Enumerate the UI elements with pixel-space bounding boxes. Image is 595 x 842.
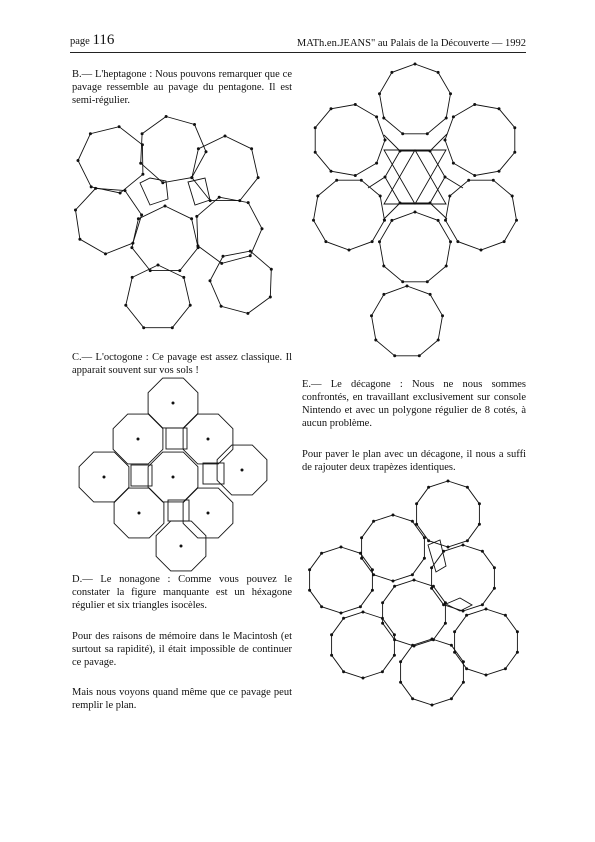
vertex-dot [411, 644, 414, 647]
running-title: MATh.en.JEANS" au Palais de la Découverte — 1992 [296, 38, 526, 49]
vertex-dot [320, 552, 323, 555]
vertex-dot [195, 215, 198, 218]
decagon-solution-paragraph: Pour paver le plan avec un décagone, il nous a suffi de rajouter deux trapèzes identiques. [302, 449, 526, 473]
vertex-dot [452, 115, 455, 118]
vertex-dot [354, 103, 357, 106]
vertex-dot [473, 103, 476, 106]
octagon-paragraph: C.— L'octogone : Ce pavage est assez classique. Il apparait souvent sur vos sols ! [72, 352, 292, 376]
vertex-dot [399, 660, 402, 663]
vertex-dot [411, 520, 414, 523]
vertex-dot [401, 132, 404, 135]
vertex-dot [74, 209, 77, 212]
central-hexagon [385, 151, 445, 203]
vertex-dot [371, 568, 374, 571]
vertex-dot [207, 512, 210, 515]
square-tile [168, 500, 189, 521]
vertex-dot [316, 195, 319, 198]
nonagon-tile [380, 64, 451, 134]
vertex-dot [118, 125, 121, 128]
vertex-dot [157, 264, 160, 267]
vertex-dot [466, 486, 469, 489]
vertex-dot [393, 585, 396, 588]
vertex-dot [462, 660, 465, 663]
vertex-dot [371, 589, 374, 592]
vertex-dot [218, 196, 221, 199]
vertex-dot [456, 240, 459, 243]
heptagon-tile [126, 265, 190, 328]
vertex-dot [190, 176, 193, 179]
vertex-dot [138, 512, 141, 515]
vertex-dot [330, 107, 333, 110]
vertex-dot [485, 608, 488, 611]
nonagon-tile [380, 212, 451, 282]
vertex-dot [392, 580, 395, 583]
vertex-dot [449, 240, 452, 243]
octagon-tiling-figure [79, 378, 267, 571]
vertex-dot [172, 402, 175, 405]
vertex-dot [330, 170, 333, 173]
vertex-dot [513, 126, 516, 129]
vertex-dot [393, 633, 396, 636]
vertex-dot [140, 213, 143, 216]
vertex-dot [119, 192, 122, 195]
vertex-dot [209, 279, 212, 282]
vertex-dot [171, 326, 174, 329]
square-tile [203, 463, 224, 484]
heptagon-tile [210, 251, 271, 313]
pentagon-gap [188, 178, 210, 205]
page-number: 116 [92, 32, 115, 48]
vertex-dot [308, 568, 311, 571]
vertex-dot [249, 250, 252, 253]
vertex-dot [452, 162, 455, 165]
vertex-dot [189, 304, 192, 307]
vertex-dot [449, 92, 452, 95]
vertex-dot [430, 566, 433, 569]
vertex-dot [444, 622, 447, 625]
vertex-dot [261, 227, 264, 230]
vertex-dot [445, 265, 448, 268]
vertex-dot [371, 240, 374, 243]
vertex-dot [448, 195, 451, 198]
vertex-dot [462, 681, 465, 684]
vertex-dot [220, 262, 223, 265]
nonagon-memory-paragraph: Pour des raisons de mémoire dans le Macintosh (et surtout sa rapidité), il était impossible de continuer ce pavage. [72, 631, 292, 668]
vertex-dot [314, 151, 317, 154]
vertex-dot [493, 566, 496, 569]
vertex-dot [411, 697, 414, 700]
vertex-dot [406, 285, 409, 288]
vertex-dot [447, 546, 450, 549]
decagon-tile [417, 481, 480, 547]
vertex-dot [465, 667, 468, 670]
vertex-dot [362, 611, 365, 614]
vertex-dot [164, 205, 167, 208]
vertex-dot [220, 305, 223, 308]
vertex-dot [444, 219, 447, 222]
vertex-dot [247, 201, 250, 204]
vertex-dot [330, 654, 333, 657]
vertex-dot [503, 240, 506, 243]
vertex-dot [77, 159, 80, 162]
vertex-dot [426, 280, 429, 283]
decagon-tile [332, 612, 395, 678]
page-label: page 116 [70, 32, 115, 48]
vertex-dot [374, 339, 377, 342]
vertex-dot [516, 651, 519, 654]
vertex-dot [104, 252, 107, 255]
vertex-dot [450, 697, 453, 700]
heptagon-tiling-figure [74, 115, 273, 329]
vertex-dot [379, 195, 382, 198]
vertex-dot [392, 514, 395, 517]
heptagon-tile [197, 197, 262, 263]
vertex-dot [222, 255, 225, 258]
vertex-dot [432, 585, 435, 588]
vertex-dot [516, 630, 519, 633]
vertex-dot [423, 536, 426, 539]
vertex-dot [498, 170, 501, 173]
vertex-dot [437, 219, 440, 222]
vertex-dot [444, 139, 447, 142]
vertex-dot [182, 276, 185, 279]
heptagon-tile [78, 127, 143, 193]
vertex-dot [90, 185, 93, 188]
vertex-dot [193, 123, 196, 126]
vertex-dot [467, 179, 470, 182]
vertex-dot [335, 179, 338, 182]
vertex-dot [411, 573, 414, 576]
vertex-dot [94, 187, 97, 190]
heptagon-tile [76, 188, 142, 254]
decagon-tiling-figure [308, 480, 519, 707]
heptagon-tile [192, 136, 258, 201]
vertex-dot [124, 189, 127, 192]
vertex-dot [246, 312, 249, 315]
vertex-dot [312, 219, 315, 222]
vertex-dot [342, 617, 345, 620]
heptagon-paragraph: B.— L'heptagone : Nous pouvons remarquer que ce pavage ressemble au pavage du pentagone. Il est semi-régulier. [72, 69, 292, 106]
vertex-dot [429, 293, 432, 296]
vertex-dot [78, 238, 81, 241]
heptagon-tile [141, 117, 206, 183]
vertex-dot [382, 117, 385, 120]
vertex-dot [139, 162, 142, 165]
vertex-dot [141, 173, 144, 176]
vertex-dot [431, 638, 434, 641]
vertex-dot [359, 552, 362, 555]
vertex-dot [473, 174, 476, 177]
vertex-dot [492, 179, 495, 182]
vertex-dot [381, 601, 384, 604]
vertex-dot [390, 71, 393, 74]
vertex-dot [372, 520, 375, 523]
vertex-dot [423, 557, 426, 560]
vertex-dot [330, 633, 333, 636]
square-tile [131, 465, 152, 486]
vertex-dot [362, 677, 365, 680]
vertex-dot [381, 622, 384, 625]
vertex-dot [437, 71, 440, 74]
vertex-dot [270, 268, 273, 271]
square-tile [166, 428, 187, 449]
vertex-dot [485, 674, 488, 677]
vertex-dot [197, 147, 200, 150]
vertex-dot [493, 587, 496, 590]
vertex-dot [354, 174, 357, 177]
vertex-dot [453, 630, 456, 633]
vertex-dot [190, 217, 193, 220]
decagon-tile [432, 545, 495, 611]
vertex-dot [180, 545, 183, 548]
vertex-dot [196, 244, 199, 247]
vertex-dot [340, 612, 343, 615]
vertex-dot [393, 654, 396, 657]
vertex-dot [384, 139, 387, 142]
vertex-dot [381, 670, 384, 673]
vertex-dot [427, 539, 430, 542]
vertex-dot [513, 151, 516, 154]
vertex-dot [462, 544, 465, 547]
vertex-dot [137, 217, 140, 220]
vertex-dot [241, 469, 244, 472]
vertex-dot [445, 117, 448, 120]
vertex-dot [257, 176, 260, 179]
vertex-dot [308, 589, 311, 592]
vertex-dot [161, 181, 164, 184]
vertex-dot [427, 486, 430, 489]
vertex-dot [375, 115, 378, 118]
vertex-dot [360, 179, 363, 182]
vertex-dot [342, 670, 345, 673]
vertex-dot [382, 265, 385, 268]
vertex-dot [381, 617, 384, 620]
vertex-dot [481, 603, 484, 606]
vertex-dot [437, 339, 440, 342]
vertex-dot [441, 314, 444, 317]
vertex-dot [165, 115, 168, 118]
vertex-dot [250, 147, 253, 150]
decagon-tile [401, 639, 464, 705]
vertex-dot [480, 249, 483, 252]
vertex-dot [418, 354, 421, 357]
vertex-dot [478, 523, 481, 526]
vertex-dot [393, 354, 396, 357]
vertex-dot [137, 438, 140, 441]
vertex-dot [375, 162, 378, 165]
vertex-dot [320, 605, 323, 608]
vertex-dot [431, 704, 434, 707]
vertex-dot [360, 536, 363, 539]
vertex-dot [340, 546, 343, 549]
nonagon-tile [372, 286, 443, 356]
vertex-dot [466, 539, 469, 542]
vertex-dot [413, 579, 416, 582]
vertex-dot [359, 605, 362, 608]
vertex-dot [130, 246, 133, 249]
vertex-dot [414, 63, 417, 66]
vertex-dot [382, 293, 385, 296]
vertex-dot [498, 107, 501, 110]
nonagon-tile [446, 180, 517, 250]
vertex-dot [131, 276, 134, 279]
vertex-dot [504, 667, 507, 670]
vertex-dot [207, 438, 210, 441]
vertex-dot [504, 614, 507, 617]
vertex-dot [103, 476, 106, 479]
vertex-dot [224, 135, 227, 138]
vertex-dot [124, 304, 127, 307]
vertex-dot [401, 280, 404, 283]
vertex-dot [415, 502, 418, 505]
decagon-tile [455, 609, 518, 675]
nonagon-conclusion-paragraph: Mais nous voyons quand même que ce pavage peut remplir le plan. [72, 687, 292, 711]
vertex-dot [390, 219, 393, 222]
vertex-dot [511, 195, 514, 198]
decagon-tile [383, 580, 446, 646]
vertex-dot [465, 614, 468, 617]
vertex-dot [141, 132, 144, 135]
vertex-dot [314, 126, 317, 129]
vertex-dot [172, 476, 175, 479]
vertex-dot [205, 150, 208, 153]
vertex-dot [89, 132, 92, 135]
nonagon-tiling-figure [312, 63, 518, 358]
vertex-dot [370, 314, 373, 317]
vertex-dot [481, 550, 484, 553]
vertex-dot [447, 480, 450, 483]
vertex-dot [348, 249, 351, 252]
vertex-dot [478, 502, 481, 505]
vertex-dot [426, 132, 429, 135]
nonagon-tile [445, 105, 515, 176]
vertex-dot [414, 211, 417, 214]
star-lines [384, 150, 446, 204]
decagon-tile [310, 547, 373, 613]
vertex-dot [450, 644, 453, 647]
vertex-dot [378, 92, 381, 95]
vertex-dot [178, 269, 181, 272]
vertex-dot [378, 240, 381, 243]
vertex-dot [142, 326, 145, 329]
vertex-dot [399, 681, 402, 684]
nonagon-tile [314, 180, 385, 250]
nonagon-paragraph: D.— Le nonagone : Comme vous pouvez le constater la figure manquante est un héxagone régulier et six triangles isocèles. [72, 574, 292, 611]
vertex-dot [324, 240, 327, 243]
decagon-tile [362, 515, 425, 581]
nonagon-tile [315, 105, 385, 176]
vertex-dot [269, 296, 272, 299]
vertex-dot [515, 219, 518, 222]
vertex-dot [249, 254, 252, 257]
decagon-paragraph: E.— Le décagone : Nous ne nous sommes confrontés, en travaillant exclusivement sur console Nintendo et avec un polygone régulier de 8 cotés, à aucun problème. [302, 379, 526, 429]
